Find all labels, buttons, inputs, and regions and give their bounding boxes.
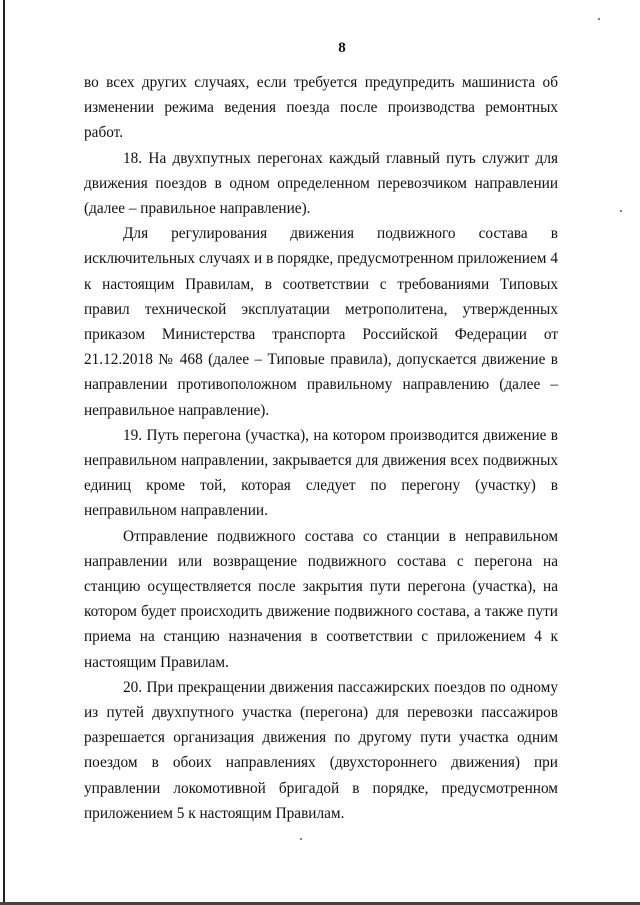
paragraph-20: 20. При прекращении движения пассажирских поездов по одному из путей двухпутного участка (перегона) для перевозки пассажиров разрешается организация движения по другому пути участка одним поездом в обоих направлениях (двухстороннего движения) при управлении локомотивной бригадой в порядке, предусмотренном приложением 5 к настоящим Правилам. (84, 678, 558, 822)
scan-speck (620, 210, 622, 212)
paragraph-19: 19. Путь перегона (участка), на котором производится движение в неправильном направлении, закрывается для движения всех подвижных единиц кроме той, которая следует по перегону (участку) в неправильном направлении. (84, 426, 558, 520)
paragraph-continuation: во всех других случаях, если требуется предупредить машиниста об изменении режима ведения поезда после производства ремонтных работ. (84, 74, 558, 142)
page-number: 8 (338, 40, 346, 56)
scan-speck (300, 838, 302, 840)
paragraph-regulation: Для регулирования движения подвижного состава в исключительных случаях и в порядке, предусмотренном приложением 4 к настоящим Правилам, в соответствии с требованиями Типовых правил технической эксплуатации метрополитена, утвержденных приказом Министерства транспорта Российской Федерации от 21.12.2018 № 468 (далее – Типовые правила), допускается движение в направлении противоположном правильному направлению (далее – неправильное направление). (84, 225, 558, 419)
paragraph-18: 18. На двухпутных перегонах каждый главный путь служит для движения поездов в одном определенном перевозчиком направлении (далее – правильное направление). (84, 149, 558, 218)
document-body (84, 70, 558, 826)
scan-left-edge (3, 0, 5, 905)
scan-speck (598, 18, 600, 20)
paragraph-departure: Отправление подвижного состава со станции в неправильном направлении или возвращение подвижного состава с перегона на станцию осуществляется после закрытия пути перегона (участка), на котором будет происходить движение подвижного состава, а также пути приема на станцию назначения в соответствии с приложением 4 к настоящим Правилам. (84, 527, 558, 671)
